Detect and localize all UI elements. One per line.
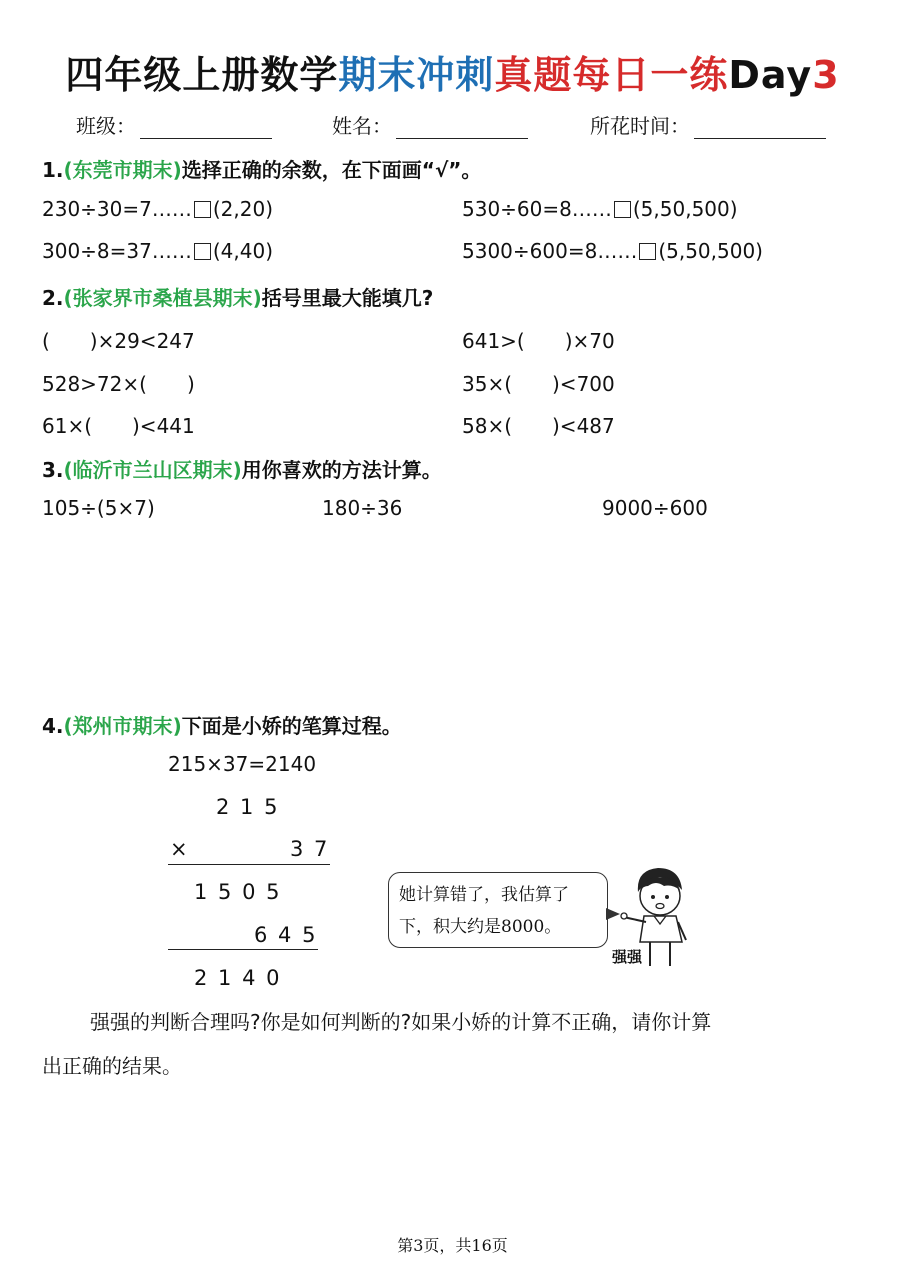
question-3-number: 3. [42,458,64,482]
question-4-heading [42,710,402,739]
question-4-number: 4. [42,714,64,738]
q1-item-3-expr: 300÷8=37…… [42,239,192,263]
title-part-1: 四年级上册数学 [65,53,339,97]
time-field[interactable] [590,110,826,139]
q1-item-3 [42,239,273,263]
q1-item-2-expr: 530÷60=8…… [462,197,612,221]
time-label: 所花时间： [590,114,690,138]
title-part-3: 真题每日一练 [494,53,729,97]
speech-bubble [388,872,608,948]
vertical-times-sign: × [170,837,190,861]
name-label: 姓名： [332,114,392,138]
title-part-2: 期末冲刺 [338,53,495,97]
bubble-line-1: 她计算错了，我估算了 [399,885,569,905]
q2-item-3: 528>72×( ) [42,372,195,396]
q2-item-4: 35×( )<700 [462,372,615,396]
q1-item-1 [42,197,273,221]
time-line[interactable] [694,116,826,139]
character-name: 强强 [612,948,643,966]
q3-item-1: 105÷(5×7) [42,496,155,520]
question-2-heading [42,282,433,311]
q1-item-4-expr: 5300÷600=8…… [462,239,638,263]
page-title [0,44,905,99]
class-label: 班级： [76,114,136,138]
q1-item-1-options: (2,20) [212,197,274,221]
q2-item-2: 641>( )×70 [462,329,615,353]
question-4-text: 下面是小娇的笔算过程。 [181,714,402,738]
checkbox[interactable] [194,201,211,218]
q3-item-2: 180÷36 [322,496,403,520]
q2-item-1: ( )×29<247 [42,329,195,353]
q2-item-6: 58×( )<487 [462,414,615,438]
question-3-text: 用你喜欢的方法计算。 [241,458,442,482]
name-field[interactable] [332,110,528,139]
title-part-5: 3 [812,53,840,97]
question-1-number: 1. [42,158,64,182]
checkbox[interactable] [614,201,631,218]
q2-item-5: 61×( )<441 [42,414,195,438]
vertical-line-2: 3 7 [290,837,330,861]
q1-item-4 [462,239,763,263]
question-4-source: (郑州市期末) [63,714,182,738]
question-2-source: (张家界市桑植县期末) [63,286,262,310]
vertical-line-4: 6 4 5 [254,923,318,947]
q4-question-line-2: 出正确的结果。 [42,1054,182,1078]
vertical-divider-1 [168,864,330,865]
question-1-source: (东莞市期末) [63,158,182,182]
name-line[interactable] [396,116,528,139]
q4-equation: 215×37=2140 [168,752,317,776]
vertical-result: 2 1 4 0 [194,966,282,990]
class-line[interactable] [140,116,272,139]
bubble-line-2: 下，积大约是8000。 [399,917,562,937]
vertical-line-3: 1 5 0 5 [194,880,282,904]
title-part-4: Day [728,53,813,97]
question-2-number: 2. [42,286,64,310]
question-3-source: (临沂市兰山区期末) [63,458,242,482]
vertical-line-1: 2 1 5 [216,795,280,819]
q1-item-3-options: (4,40) [212,239,274,263]
checkbox[interactable] [639,243,656,260]
question-1-heading [42,154,481,183]
q1-item-2-options: (5,50,500) [632,197,738,221]
q1-item-2 [462,197,738,221]
checkbox[interactable] [194,243,211,260]
page-footer: 第3页，共16页 [397,1236,508,1255]
q1-item-1-expr: 230÷30=7…… [42,197,192,221]
q1-item-4-options: (5,50,500) [658,239,763,263]
question-2-text: 括号里最大能填几? [261,286,434,310]
question-1-text: 选择正确的余数，在下面画“√”。 [181,158,482,182]
class-field[interactable] [76,110,272,139]
q3-item-3: 9000÷600 [602,496,708,520]
q4-question-line-1: 强强的判断合理吗?你是如何判断的?如果小娇的计算不正确，请你计算 [90,1010,712,1034]
vertical-divider-2 [168,949,318,950]
question-3-heading [42,454,442,483]
